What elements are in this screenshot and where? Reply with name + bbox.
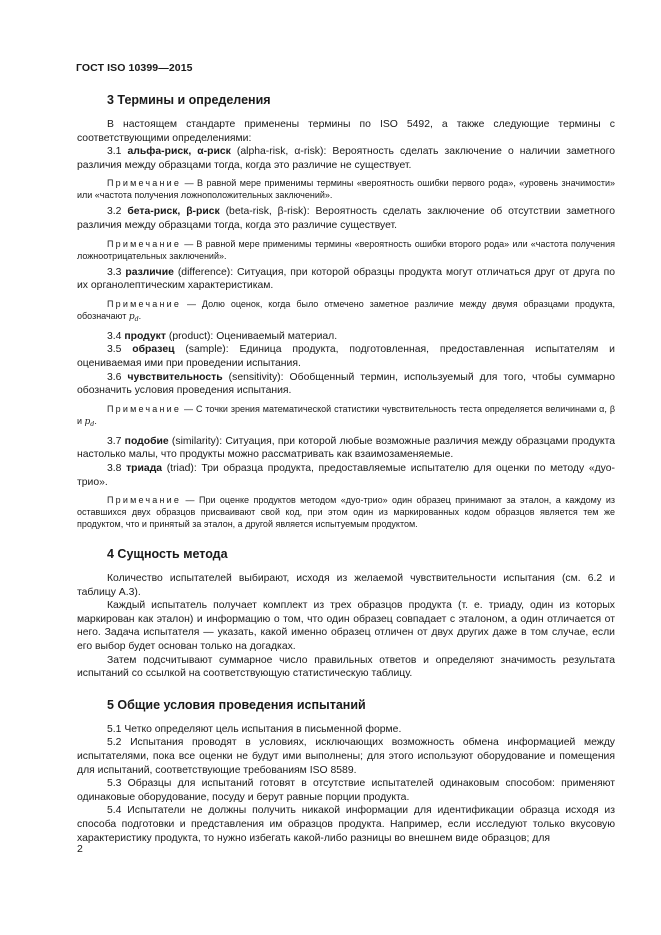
- note-3-8: Примечание — При оценке продуктов методом «дуо-трио» один образец принимают за эталон, а каждому из оставшихся двух образцов присваивают свой код, при этом один из маркированных кодом образцов является тем же продуктом, что и принятый за эталон, а другой является испытуемым продуктом.: [77, 495, 615, 530]
- note-3-1: Примечание — В равной мере применимы термины «вероятность ошибки первого рода», «уровень значимости» или «частота получения ложноположительных заключений».: [77, 178, 615, 201]
- note-label: Примечание: [107, 298, 182, 309]
- term-3-6-name: чувствительность: [127, 371, 223, 383]
- section-5-paragraph: 5.4 Испытатели не должны получить никакой информации для идентификации образца исходя из способа подготовки и представления им образцов продукта. Например, если исследуют только вкусовую характеристику продукта, то нужно избегать какой-либо разницы во внешнем виде образцов; для: [77, 805, 615, 844]
- term-3-3: 3.3 различие (difference): Ситуация, при которой образцы продукта могут отличаться друг от друга по их органолептическим характеристикам.: [77, 266, 615, 292]
- term-3-1-name: альфа-риск, α-риск: [127, 146, 231, 158]
- term-3-7-name: подобие: [124, 435, 169, 447]
- note-label: Примечание: [107, 178, 182, 189]
- section-5-paragraph: 5.1 Четко определяют цель испытания в письменной форме.: [107, 723, 402, 735]
- term-3-3-name: различие: [125, 266, 174, 278]
- term-3-1: 3.1 альфа-риск, α-риск (alpha-risk, α-risk): Вероятность сделать заключение о наличии заметного различия между образцами тогда, когда это различие не существует.: [77, 146, 615, 171]
- note-3-2: Примечание — В равной мере применимы термины «вероятность ошибки второго рода» или «частота получения ложноотрицательных заключений».: [77, 238, 615, 261]
- term-3-5: 3.5 образец (sample): Единица продукта, подготовленная, предоставленная испытателям и оцениваемая ими при проведении испытания.: [77, 344, 615, 369]
- note-label: Примечание: [107, 238, 182, 249]
- term-3-2-name: бета-риск, β-риск: [127, 206, 220, 218]
- section-3-title: 3 Термины и определения: [107, 93, 271, 107]
- note-3-3: Примечание — Долю оценок, когда было отмечено заметное различие между двумя образцами продукта, обозначают $p_d$.: [77, 298, 615, 323]
- term-3-4: 3.4 продукт (product): Оцениваемый материал.: [107, 330, 338, 342]
- section-4-title: 4 Сущность метода: [107, 547, 228, 562]
- section-4-paragraph: Каждый испытатель получает комплект из трех образцов продукта (т. е. триаду, один из которых маркирован как эталон) и информацию о том, что один образец совпадает с эталоном, а один отличается от него. Задача испытателя — указать, какой именно образец отличен от двух других даже в том случае, если его выбор будет основан только на догадках.: [77, 600, 615, 653]
- term-3-8-name: триада: [126, 462, 163, 474]
- section-5-paragraph: 5.3 Образцы для испытаний готовят в отсутствие испытателей одинаковым способом: применяют одинаковые оборудование, посуду и берут равные порции продукта.: [77, 778, 615, 803]
- term-3-2: 3.2 бета-риск, β-риск (beta-risk, β-risk): Вероятность сделать заключение об отсутствии заметного различия между образцами тогда, когда это различие существует.: [77, 206, 615, 231]
- term-3-6: 3.6 чувствительность (sensitivity): Обобщенный термин, используемый для того, чтобы суммарно обозначить условия проведения испытания.: [77, 371, 615, 397]
- note-label: Примечание: [107, 403, 182, 414]
- term-3-7: 3.7 подобие (similarity): Ситуация, при которой любые возможные различия между образцами продукта настолько малы, что продукты можно рассматривать как взаимозаменяемые.: [77, 435, 615, 461]
- document-header: ГОСТ ISO 10399—2015: [76, 62, 193, 74]
- page-number: 2: [77, 843, 83, 855]
- section-4-paragraph: Затем подсчитывают суммарное число правильных ответов и определяют значимость результата испытаний со ссылкой на соответствующую статистическую таблицу.: [77, 654, 615, 680]
- term-3-8: 3.8 триада (triad): Три образца продукта, предоставляемые испытателю для оценки по методу «дуо-трио».: [77, 462, 615, 488]
- note-label: Примечание: [107, 495, 182, 506]
- section-5-paragraph: 5.2 Испытания проводят в условиях, исключающих возможность обмена информацией между испытателями, пока все оценки не будут ими выполнены; для этого используют оборудование и помещения для испытаний, соответствующие требованиям ISO 8589.: [77, 737, 615, 776]
- note-3-6: Примечание — С точки зрения математической статистики чувствительность теста определяется величинами α, β и $p_d$.: [77, 403, 615, 428]
- document-body: [77, 92, 615, 845]
- section-4-paragraph: Количество испытателей выбирают, исходя из желаемой чувствительности испытания (см. 6.2 и таблицу А.3).: [77, 573, 615, 598]
- term-3-5-name: образец: [132, 344, 175, 356]
- section-5-title: 5 Общие условия проведения испытаний: [107, 697, 366, 712]
- section-3-intro: В настоящем стандарте применены термины по ISO 5492, а также следующие термины с соответствующими определениями:: [77, 119, 615, 144]
- term-3-4-name: продукт: [124, 330, 166, 342]
